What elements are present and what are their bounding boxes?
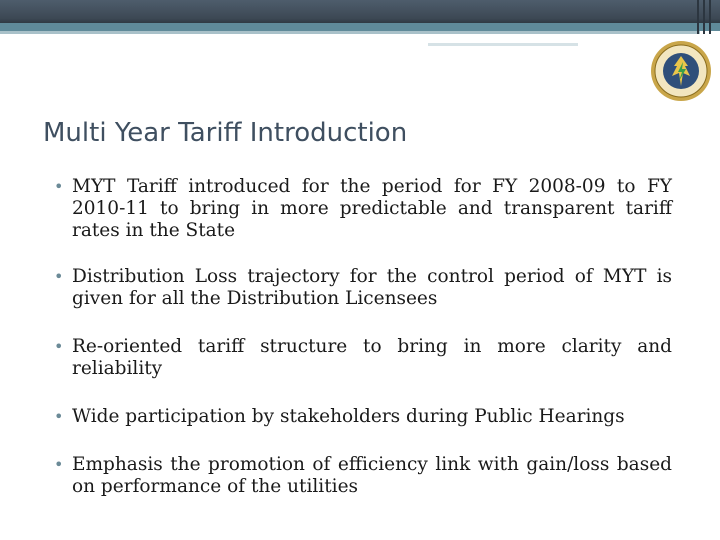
bullet-text: Distribution Loss trajectory for the control period of MYT is given for all the Distribution Licensees [72,266,672,309]
list-item [52,336,672,380]
header-thin-stripe [0,31,700,34]
bullet-marker: • [54,177,64,196]
header-bar [0,0,720,23]
list-item [52,176,672,242]
list-item [52,454,672,498]
bullet-marker: • [54,267,64,286]
list-item [52,406,672,428]
slide-title: Multi Year Tariff Introduction [43,118,408,148]
bullet-text: MYT Tariff introduced for the period for FY 2008-09 to FY 2010-11 to bring in more predictable and transparent tariff rates in the State [72,176,672,241]
bullet-list [52,176,672,524]
list-item [52,266,672,310]
bullet-marker: • [54,455,64,474]
bullet-text: Re-oriented tariff structure to bring in more clarity and reliability [72,336,672,379]
header-accent-stripe [0,23,720,31]
bullet-text: Wide participation by stakeholders during Public Hearings [72,406,625,427]
commission-seal-icon [650,40,712,102]
bullet-marker: • [54,337,64,356]
bullet-text: Emphasis the promotion of efficiency link with gain/loss based on performance of the utilities [72,454,672,497]
header-short-stripe [428,43,578,46]
bullet-marker: • [54,407,64,426]
